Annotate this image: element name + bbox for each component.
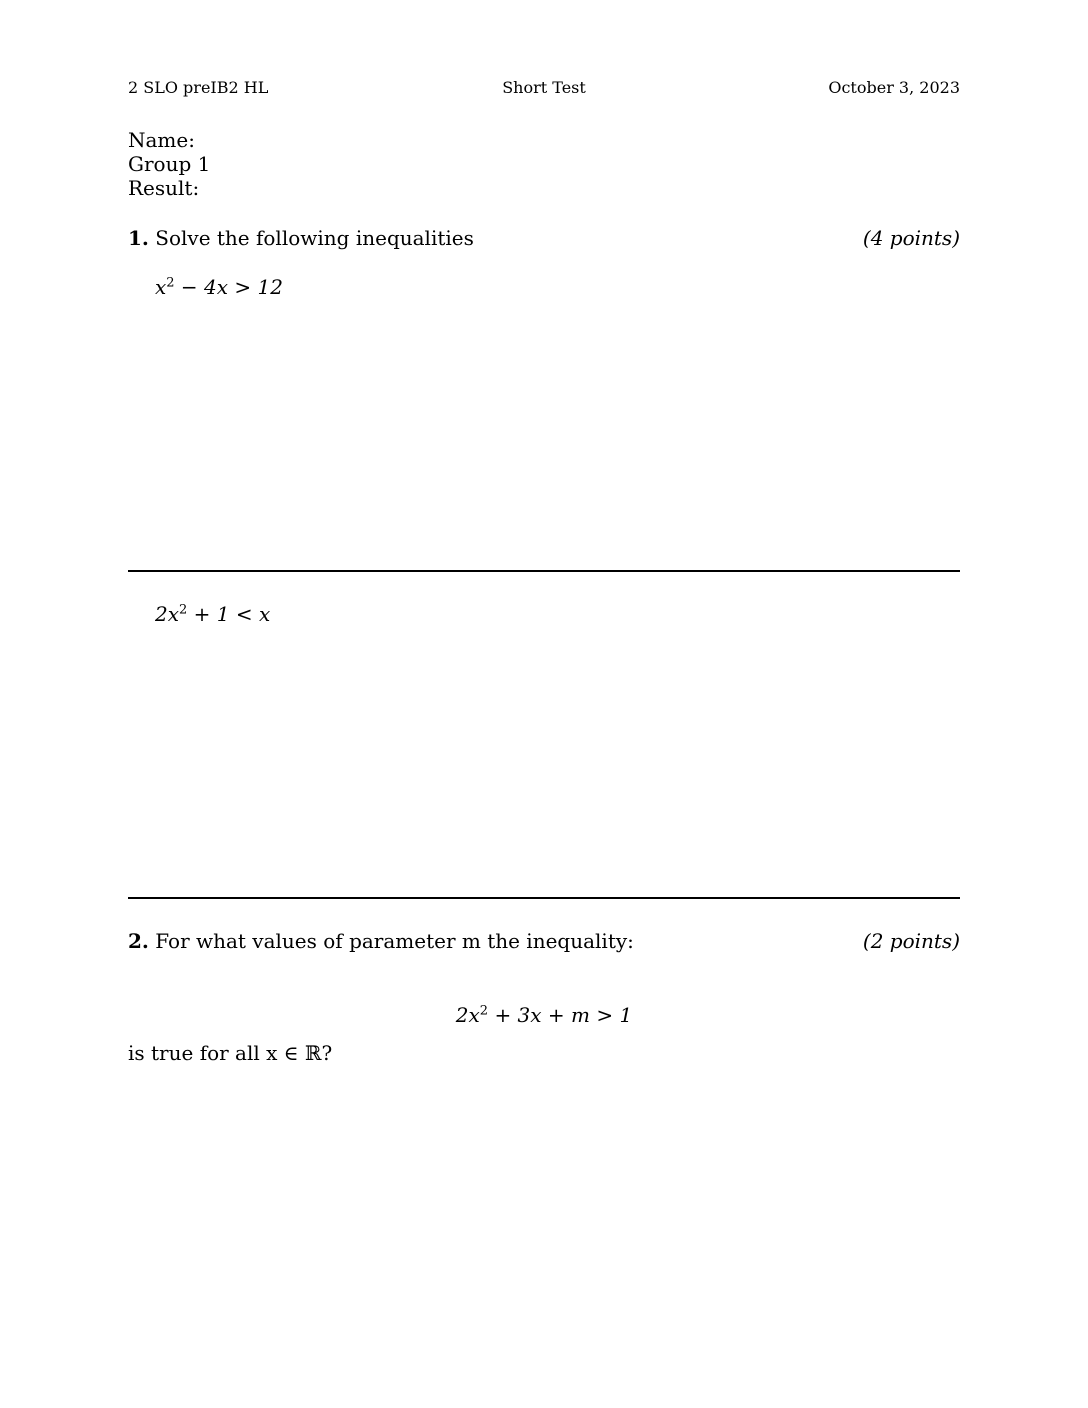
name-label: Name: xyxy=(128,128,195,152)
question-1-text: Solve the following inequalities xyxy=(155,226,474,250)
inequality-1a-base: x xyxy=(155,275,167,299)
inequality-2-exponent: 2 xyxy=(479,1003,489,1019)
inequality-2-base: 2x xyxy=(455,1003,480,1027)
header-title: Short Test xyxy=(502,78,586,97)
result-label: Result: xyxy=(128,176,200,200)
inequality-2 xyxy=(456,1003,632,1027)
question-1-number: 1. xyxy=(128,226,149,250)
inequality-1a-rest: − 4x > 12 xyxy=(174,275,283,299)
inequality-1b-rest: + 1 < x xyxy=(187,602,271,626)
inequality-1a xyxy=(155,275,283,299)
question-2-number: 2. xyxy=(128,929,149,953)
answer-divider-2 xyxy=(128,897,960,899)
question-1-prompt xyxy=(128,226,474,250)
question-2-text: For what values of parameter m the inequality: xyxy=(155,929,634,953)
header-course: 2 SLO preIB2 HL xyxy=(128,78,269,97)
question-2-prompt xyxy=(128,929,634,953)
inequality-1b-exponent: 2 xyxy=(179,602,188,618)
answer-divider-1 xyxy=(128,570,960,572)
question-1-points: (4 points) xyxy=(862,226,960,250)
inequality-1b xyxy=(155,602,270,626)
group-label: Group 1 xyxy=(128,152,211,176)
question-2-follow-up: is true for all x ∈ ℝ? xyxy=(128,1041,333,1065)
question-2-points: (2 points) xyxy=(862,929,960,953)
inequality-1a-exponent: 2 xyxy=(166,275,175,291)
inequality-2-rest: + 3x + m > 1 xyxy=(488,1003,633,1027)
inequality-1b-base: 2x xyxy=(155,602,180,626)
header-date: October 3, 2023 xyxy=(828,78,960,97)
